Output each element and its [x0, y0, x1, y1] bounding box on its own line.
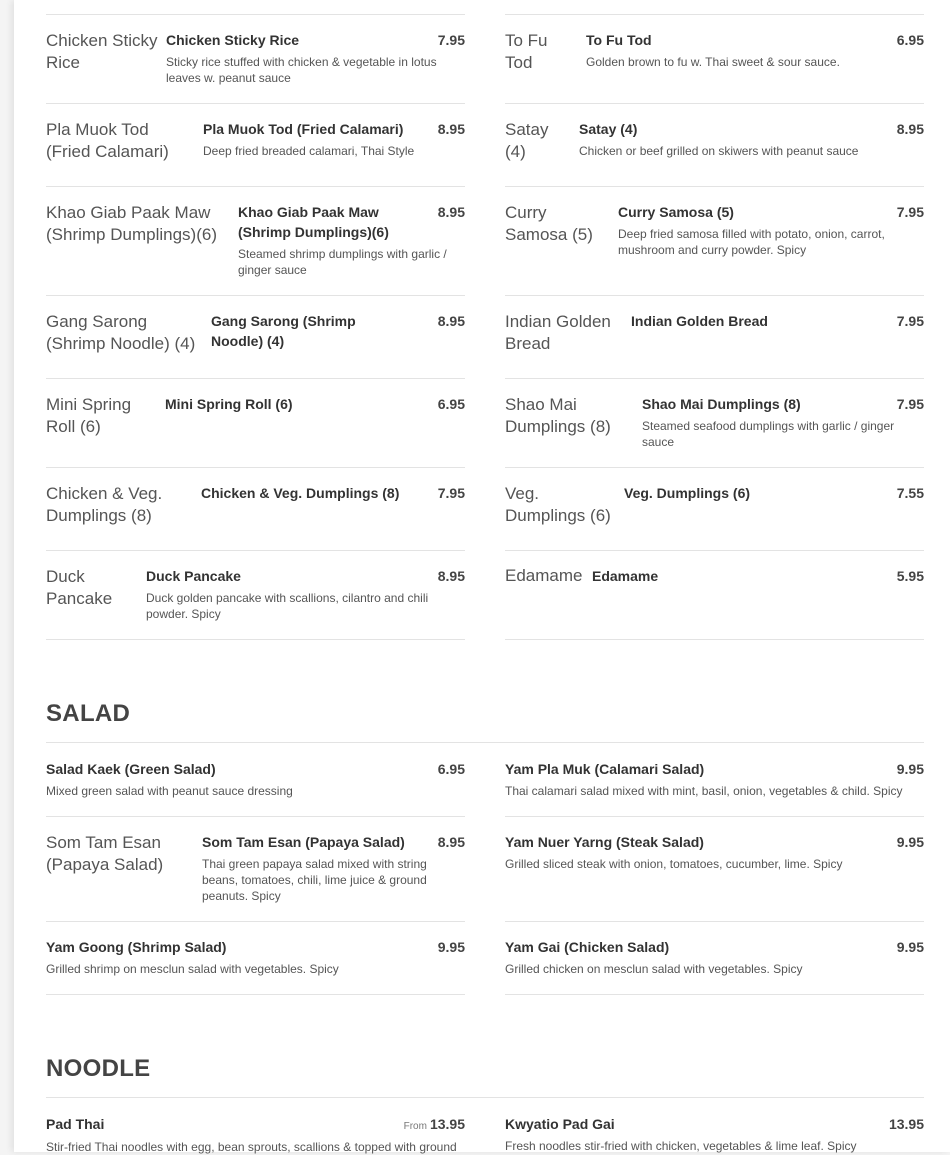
menu-item-price: 9.95 [896, 834, 924, 850]
menu-item-price: 7.95 [437, 32, 465, 48]
menu-item-description: Deep fried samosa filled with potato, onion, carrot, mushroom and curry powder. Spicy [618, 227, 885, 257]
menu-item-price: 8.95 [437, 204, 465, 220]
menu-item-price: 8.95 [437, 313, 465, 329]
menu-item-name: Satay (4) [579, 121, 638, 137]
divider [46, 295, 465, 296]
food-image: Chicken Sticky Rice [46, 31, 158, 72]
divider [505, 103, 924, 104]
section-divider [46, 742, 924, 743]
menu-item-price: 8.95 [437, 568, 465, 584]
menu-item-description: Steamed seafood dumplings with garlic / ginger sauce [642, 419, 895, 449]
menu-item-description: Fresh noodles stir-fried with chicken, vegetables & lime leaf. Spicy [505, 1139, 857, 1153]
menu-item-description: Chicken or beef grilled on skiwers with peanut sauce [579, 144, 859, 158]
menu-item-name: Curry Samosa (5) [618, 204, 734, 220]
divider [505, 816, 924, 817]
divider [46, 103, 465, 104]
menu-item-description: Thai calamari salad mixed with mint, basil, onion, vegetables & child. Spicy [505, 784, 903, 798]
divider [46, 378, 465, 379]
menu-item-name: Yam Nuer Yarng (Steak Salad) [505, 834, 704, 850]
menu-item-description: Stir-fried Thai noodles with egg, bean sprouts, scallions & topped with ground [46, 1140, 457, 1154]
menu-item-name: Pad Thai [46, 1116, 105, 1132]
menu-item-price: 9.95 [896, 761, 924, 777]
food-image: Shao Mai Dumplings (8) [505, 395, 611, 436]
food-image: Chicken & Veg. Dumplings (8) [46, 484, 163, 525]
menu-item-description: Grilled sliced steak with onion, tomatoes, cucumber, lime. Spicy [505, 857, 843, 871]
menu-item-name: Chicken & Veg. Dumplings (8) [201, 485, 400, 501]
food-image: Veg. Dumplings (6) [505, 484, 611, 525]
food-image: Edamame [505, 566, 583, 585]
menu-item-description: Grilled chicken on mesclun salad with vegetables. Spicy [505, 962, 803, 976]
divider [505, 295, 924, 296]
divider [46, 921, 465, 922]
menu-item-description: Golden brown to fu w. Thai sweet & sour sauce. [586, 55, 840, 69]
price-from-label: From [403, 1121, 427, 1132]
menu-item-name: Yam Pla Muk (Calamari Salad) [505, 761, 705, 777]
menu-item-price: 8.95 [437, 834, 465, 850]
food-image: Gang Sarong (Shrimp Noodle) (4) [46, 312, 196, 353]
menu-item-price: 9.95 [437, 939, 465, 955]
divider [46, 639, 465, 640]
menu-item-name: Veg. Dumplings (6) [624, 485, 751, 501]
menu-item-name: Gang Sarong (Shrimp Noodle) (4) [211, 313, 356, 349]
menu-item-price: 5.95 [896, 568, 924, 584]
menu-item-name: Indian Golden Bread [631, 313, 768, 329]
menu-item-name: Khao Giab Paak Maw (Shrimp Dumplings)(6) [238, 204, 389, 240]
menu-item-description: Mixed green salad with peanut sauce dressing [46, 784, 293, 798]
divider [505, 550, 924, 551]
divider [505, 467, 924, 468]
food-image-frame [505, 566, 585, 606]
divider [46, 994, 465, 995]
food-image: Indian Golden Bread [505, 312, 611, 353]
menu-item-name: Yam Goong (Shrimp Salad) [46, 939, 227, 955]
menu-item-description: Sticky rice stuffed with chicken & vegetable in lotus leaves w. peanut sauce [166, 55, 437, 85]
menu-item-description: Grilled shrimp on mesclun salad with vegetables. Spicy [46, 962, 339, 976]
menu-item-price: 7.55 [896, 485, 924, 501]
menu-item-name: Duck Pancake [146, 568, 241, 584]
food-image: Mini Spring Roll (6) [46, 395, 132, 436]
menu-item-description: Deep fried breaded calamari, Thai Style [203, 144, 415, 158]
divider [46, 816, 465, 817]
divider [505, 378, 924, 379]
menu-item-description: Steamed shrimp dumplings with garlic / ginger sauce [238, 247, 447, 277]
menu-item-price: 7.95 [896, 204, 924, 220]
menu-page [14, 0, 950, 1152]
menu-item-price: 8.95 [437, 121, 465, 137]
menu-item-price: 7.95 [896, 313, 924, 329]
menu-item-price-wrap [365, 1114, 465, 1137]
menu-item-price: 7.95 [896, 396, 924, 412]
menu-item-name: Mini Spring Roll (6) [165, 396, 293, 412]
menu-item-name: Chicken Sticky Rice [166, 32, 300, 48]
menu-item-price: 6.95 [437, 761, 465, 777]
divider [505, 994, 924, 995]
food-image: Duck Pancake [46, 567, 113, 608]
divider [46, 186, 465, 187]
menu-item-name: Kwyatio Pad Gai [505, 1116, 615, 1132]
divider [46, 14, 465, 15]
menu-item-description: Duck golden pancake with scallions, cilantro and chili powder. Spicy [146, 591, 429, 621]
divider [505, 14, 924, 15]
menu-item-price: 9.95 [896, 939, 924, 955]
divider [505, 186, 924, 187]
section-divider [46, 1097, 924, 1098]
menu-item-name: Shao Mai Dumplings (8) [642, 396, 801, 412]
menu-item-name: Yam Gai (Chicken Salad) [505, 939, 670, 955]
menu-item-name: Pla Muok Tod (Fried Calamari) [203, 121, 404, 137]
section-title-noodle: NOODLE [46, 1055, 151, 1082]
food-image: Satay (4) [505, 120, 549, 161]
divider [46, 550, 465, 551]
food-image: Som Tam Esan (Papaya Salad) [46, 833, 164, 874]
menu-item-name: Som Tam Esan (Papaya Salad) [202, 834, 405, 850]
menu-item-name: Edamame [592, 568, 659, 584]
menu-item-price: 13.95 [888, 1116, 924, 1132]
menu-item-price: 7.95 [437, 485, 465, 501]
menu-item-name: Salad Kaek (Green Salad) [46, 761, 216, 777]
food-image: To Fu Tod [505, 31, 548, 72]
divider [505, 639, 924, 640]
menu-item-price: 8.95 [896, 121, 924, 137]
menu-item-price: 6.95 [896, 32, 924, 48]
food-image: Khao Giab Paak Maw (Shrimp Dumplings)(6) [46, 203, 217, 244]
food-image: Curry Samosa (5) [505, 203, 593, 244]
divider [505, 921, 924, 922]
menu-item-name: To Fu Tod [586, 32, 652, 48]
divider [46, 467, 465, 468]
section-title-salad: SALAD [46, 700, 131, 727]
menu-item-price: 13.95 [429, 1116, 465, 1132]
menu-item-price: 6.95 [437, 396, 465, 412]
food-image: Pla Muok Tod (Fried Calamari) [46, 120, 169, 161]
menu-item-description: Thai green papaya salad mixed with string beans, tomatoes, chili, lime juice & ground peanuts. Spicy [202, 857, 427, 903]
